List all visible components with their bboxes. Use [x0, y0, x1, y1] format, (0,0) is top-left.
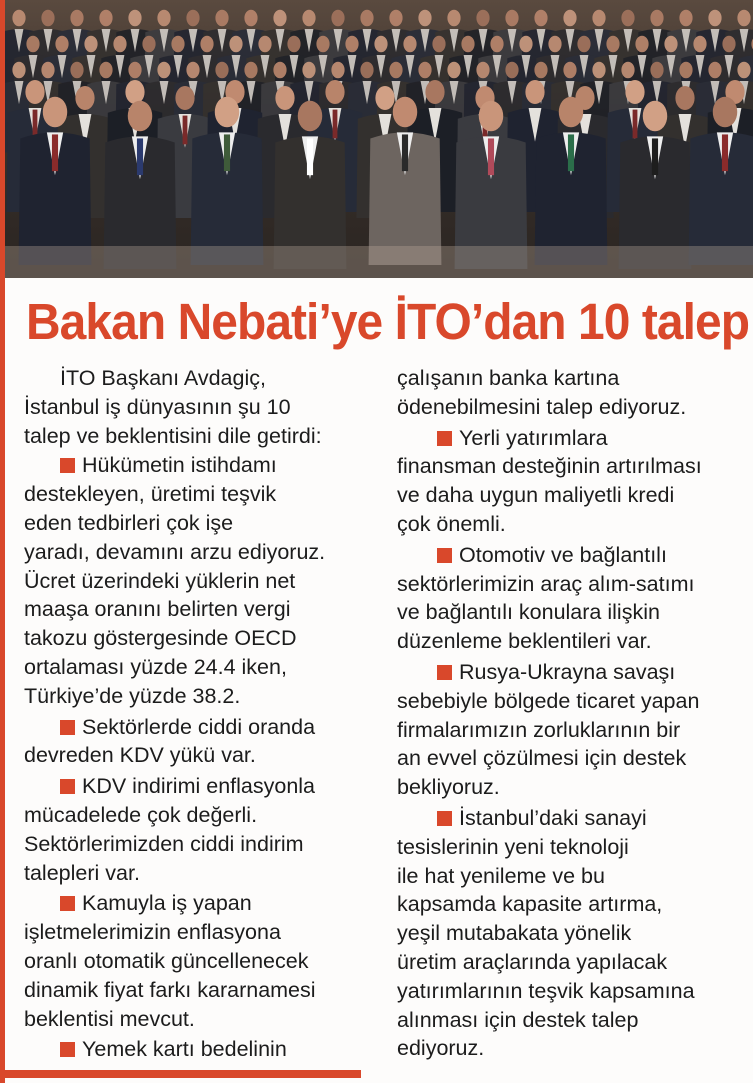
demand-text: Hükümetin istihdamı destekleyen, üretimi teşvik eden tedbirleri çok işe yaradı, devamını arzu ediyoruz. Ücret üzerindeki yüklerin net maaşa oranını belirten vergi takozu göstergesinde OECD ortalaması yüzde 24.4 iken, Türkiye’de yüzde 38.2. — [24, 453, 326, 708]
red-square-bullet-icon — [60, 779, 75, 794]
right-text-column — [397, 364, 749, 1063]
demand-text: Yerli yatırımlara finansman desteğinin artırılması ve daha uygun maliyetli kredi çok önemli. — [397, 425, 702, 536]
demand-item — [397, 804, 749, 1063]
red-square-bullet-icon — [437, 431, 452, 446]
demand-item — [24, 1035, 372, 1064]
red-square-bullet-icon — [60, 720, 75, 735]
red-square-bullet-icon — [437, 548, 452, 563]
red-square-bullet-icon — [437, 665, 452, 680]
demand-item — [24, 451, 372, 710]
demand-item — [397, 541, 749, 656]
red-square-bullet-icon — [437, 811, 452, 826]
left-text-column — [24, 364, 372, 1064]
bottom-accent-rule — [5, 1070, 361, 1078]
demand-text: Yemek kartı bedelinin — [82, 1037, 287, 1062]
event-photo — [5, 0, 753, 278]
demand-text: Sektörlerde ciddi oranda devreden KDV yükü var. — [24, 714, 316, 768]
demand-item — [24, 889, 372, 1033]
red-square-bullet-icon — [60, 896, 75, 911]
demand-text: KDV indirimi enflasyonla mücadelede çok değerli. Sektörlerimizden ciddi indirim talepleri var. — [24, 774, 316, 885]
demand-text: Rusya-Ukrayna savaşı sebebiyle bölgede ticaret yapan firmalarımızın zorluklarının bir an evvel çözülmesi için destek bekliyoruz. — [397, 659, 700, 800]
continued-text: çalışanın banka kartına ödenebilmesini talep ediyoruz. — [397, 366, 687, 419]
demand-item — [397, 424, 749, 539]
demand-text: Otomotiv ve bağlantılı sektörlerimizin araç alım-satımı ve bağlantılı konulara ilişkin düzenleme beklentileri var. — [397, 542, 695, 654]
demand-text: İstanbul’daki sanayi tesislerinin yeni teknoloji ile hat yenileme ve bu kapsamda kapasite artırma, yeşil mutabakata yönelik üretim araçlarında yapılacak yatırımlarının teşvik kapsamına alınması için destek talep ediyoruz. — [397, 805, 695, 1061]
red-square-bullet-icon — [60, 458, 75, 473]
demand-item — [397, 658, 749, 802]
red-square-bullet-icon — [60, 1042, 75, 1057]
demand-text: Kamuyla iş yapan işletmelerimizin enflasyona oranlı otomatik güncellenecek dinamik fiyat farkı kararnamesi beklentisi mevcut. — [24, 891, 316, 1031]
article-headline: Bakan Nebati’ye İTO’dan 10 talep — [26, 293, 750, 350]
intro-paragraph: İTO Başkanı Avdagiç, İstanbul iş dünyasının şu 10 talep ve beklentisini dile getirdi: — [24, 366, 322, 448]
demand-item — [24, 713, 372, 771]
demand-item — [24, 772, 372, 887]
